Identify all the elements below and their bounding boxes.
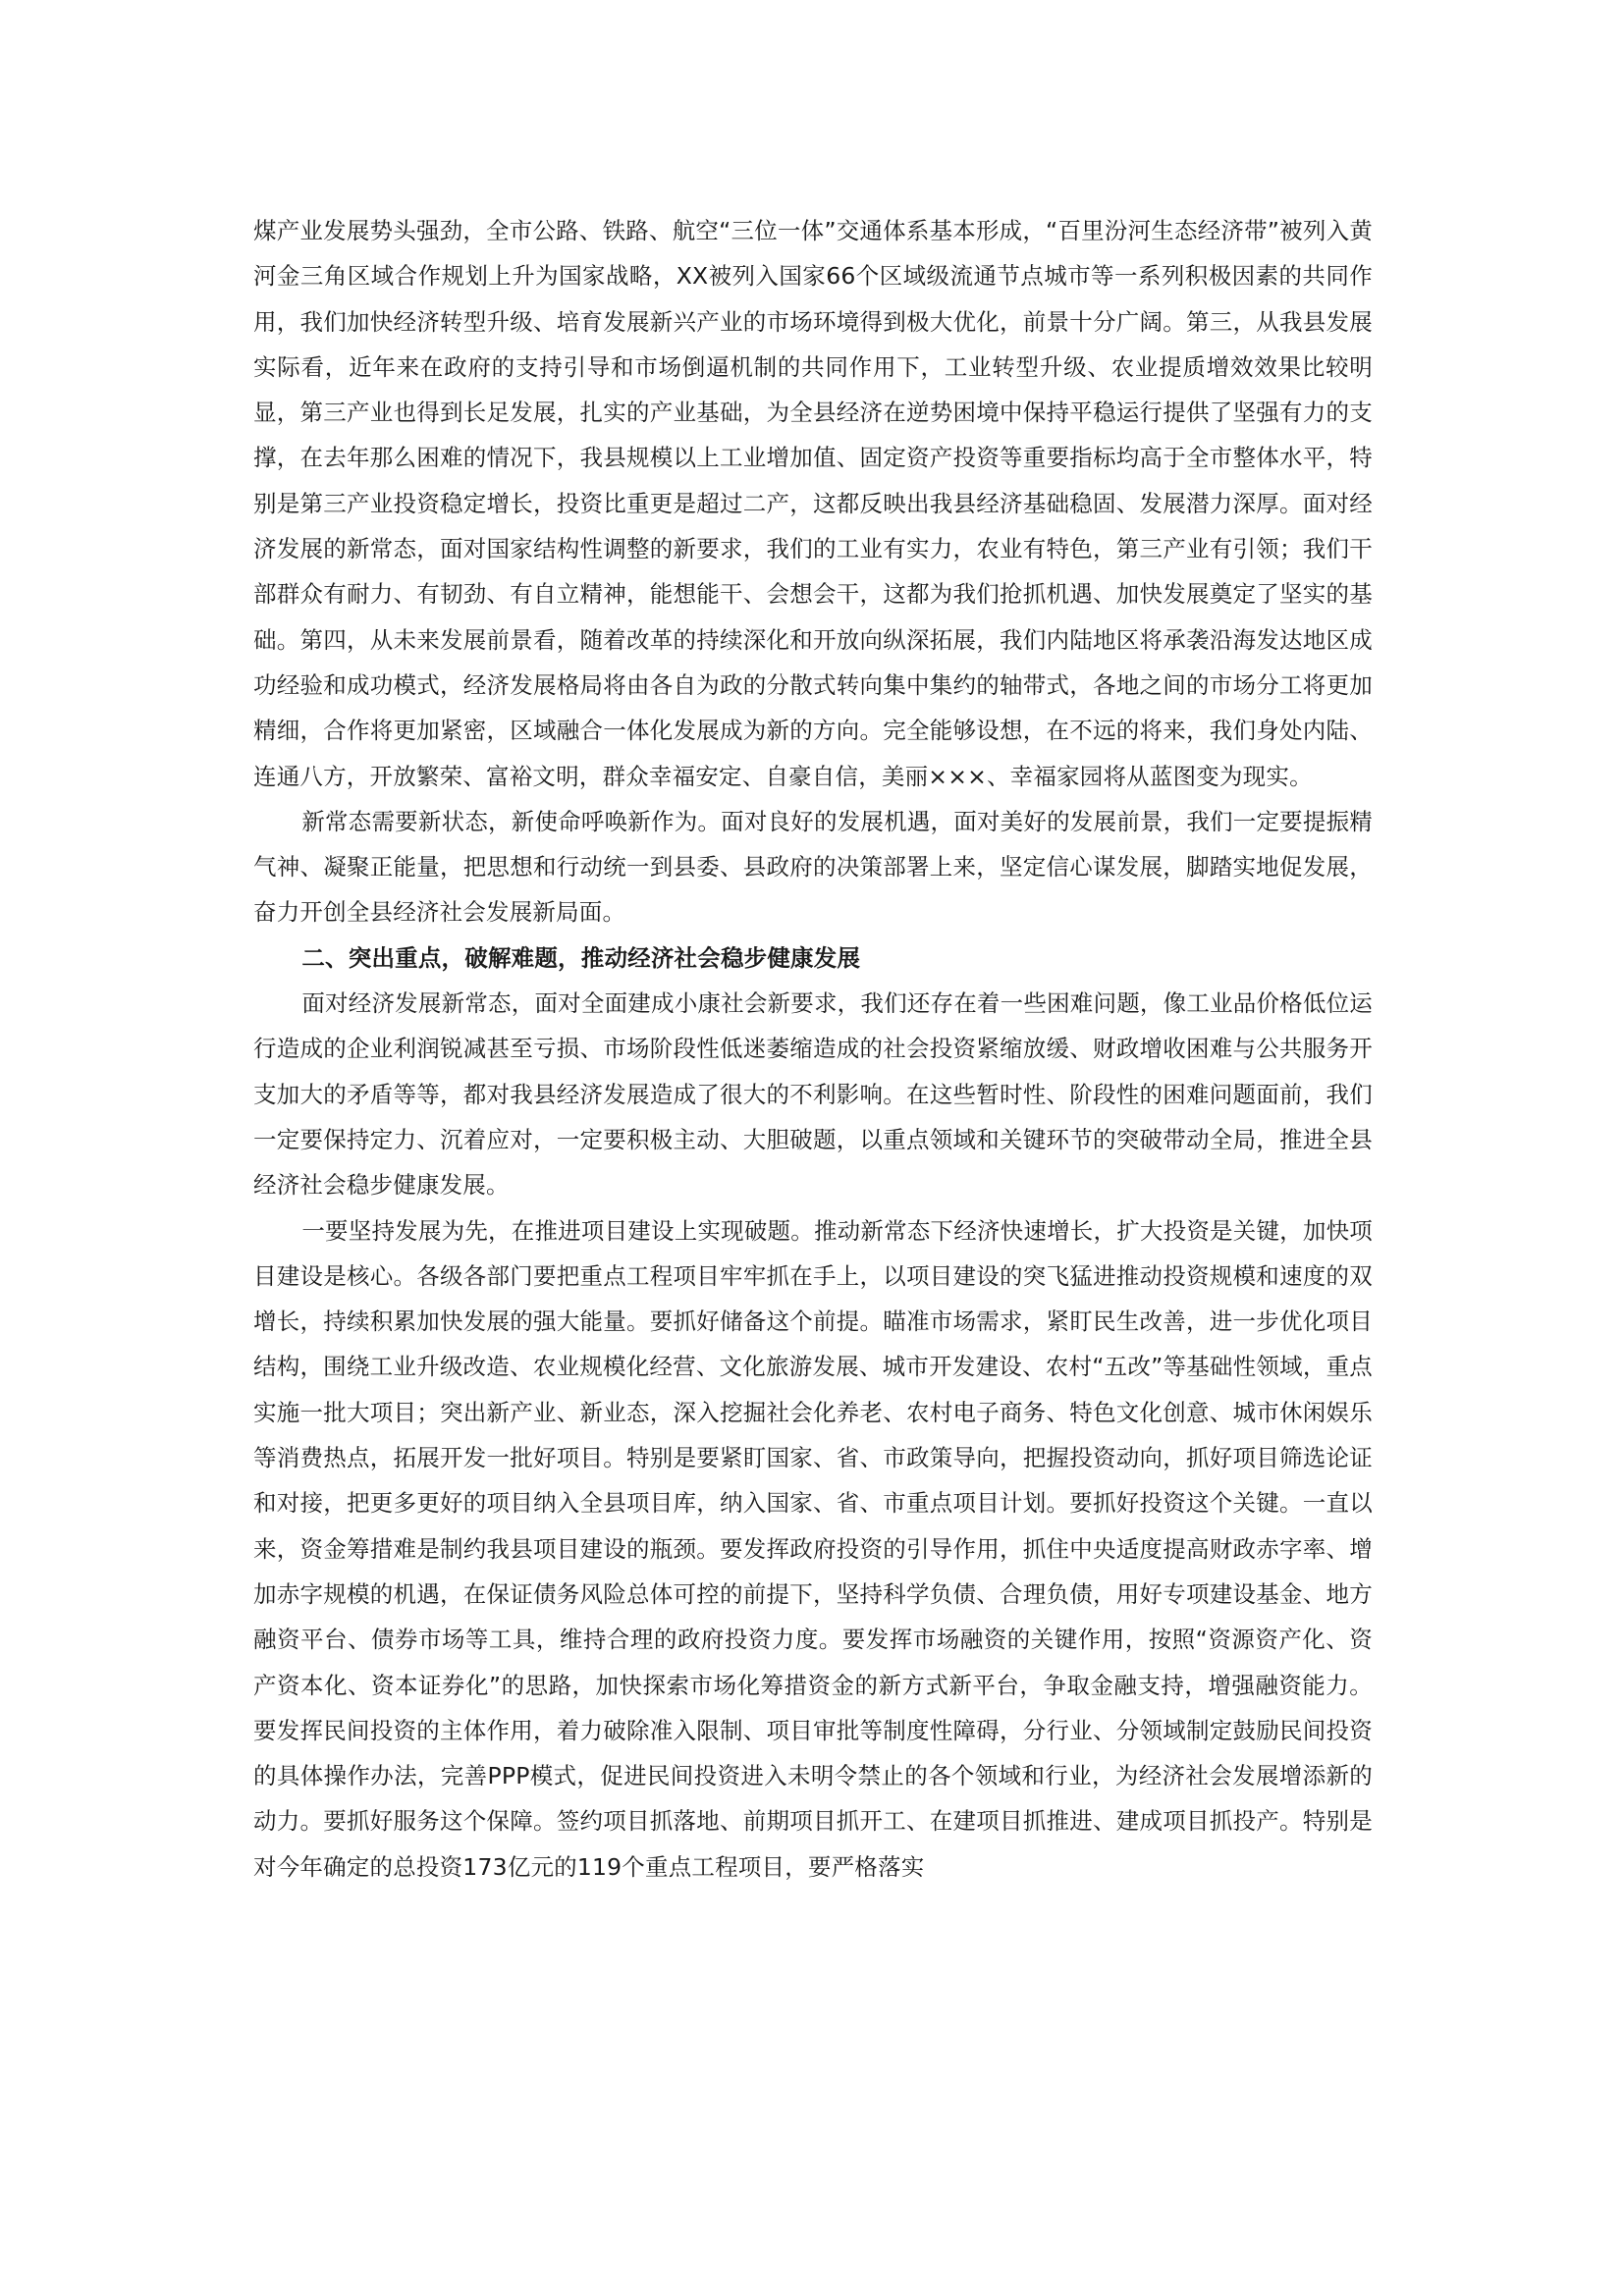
paragraph-difficulties: 面对经济发展新常态，面对全面建成小康社会新要求，我们还存在着一些困难问题，像工业品价格低位运行造成的企业利润锐减甚至亏损、市场阶段性低迷萎缩造成的社会投资紧缩放缓、财政增收困难与公共服务开支加大的矛盾等等，都对我县经济发展造成了很大的不利影响。在这些暂时性、阶段性的困难问题面前，我们一定要保持定力、沉着应对，一定要积极主动、大胆破题，以重点领域和关键环节的突破带动全局，推进全县经济社会稳步健康发展。: [253, 989, 1373, 1200]
paragraph-new-normal: 新常态需要新状态，新使命呼唤新作为。面对良好的发展机遇，面对美好的发展前景，我们一定要提振精气神、凝聚正能量，把思想和行动统一到县委、县政府的决策部署上来，坚定信心谋发展，脚踏实地促发展，奋力开创全县经济社会发展新局面。: [253, 807, 1373, 927]
document-body: [253, 208, 1373, 1890]
paragraph-continuation: 煤产业发展势头强劲，全市公路、铁路、航空“三位一体”交通体系基本形成，“百里汾河生态经济带”被列入黄河金三角区域合作规划上升为国家战略，XX被列入国家66个区域级流通节点城市等一系列积极因素的共同作用，我们加快经济转型升级、培育发展新兴产业的市场环境得到极大优化，前景十分广阔。第三，从我县发展实际看，近年来在政府的支持引导和市场倒逼机制的共同作用下，工业转型升级、农业提质增效效果比较明显，第三产业也得到长足发展，扎实的产业基础，为全县经济在逆势困境中保持平稳运行提供了坚强有力的支撑，在去年那么困难的情况下，我县规模以上工业增加值、固定资产投资等重要指标均高于全市整体水平，特别是第三产业投资稳定增长，投资比重更是超过二产，这都反映出我县经济基础稳固、发展潜力深厚。面对经济发展的新常态，面对国家结构性调整的新要求，我们的工业有实力，农业有特色，第三产业有引领；我们干部群众有耐力、有韧劲、有自立精神，能想能干、会想会干，这都为我们抢抓机遇、加快发展奠定了坚实的基础。第四，从未来发展前景看，随着改革的持续深化和开放向纵深拓展，我们内陆地区将承袭沿海发达地区成功经验和成功模式，经济发展格局将由各自为政的分散式转向集中集约的轴带式，各地之间的市场分工将更加精细，合作将更加紧密，区域融合一体化发展成为新的方向。完全能够设想，在不远的将来，我们身处内陆、连通八方，开放繁荣、富裕文明，群众幸福安定、自豪自信，美丽×××、幸福家园将从蓝图变为现实。: [253, 217, 1373, 790]
paragraph-project-construction: 一要坚持发展为先，在推进项目建设上实现破题。推动新常态下经济快速增长，扩大投资是关键，加快项目建设是核心。各级各部门要把重点工程项目牢牢抓在手上，以项目建设的突飞猛进推动投资规模和速度的双增长，持续积累加快发展的强大能量。要抓好储备这个前提。瞄准市场需求，紧盯民生改善，进一步优化项目结构，围绕工业升级改造、农业规模化经营、文化旅游发展、城市开发建设、农村“五改”等基础性领域，重点实施一批大项目；突出新产业、新业态，深入挖掘社会化养老、农村电子商务、特色文化创意、城市休闲娱乐等消费热点，拓展开发一批好项目。特别是要紧盯国家、省、市政策导向，把握投资动向，抓好项目筛选论证和对接，把更多更好的项目纳入全县项目库，纳入国家、省、市重点项目计划。要抓好投资这个关键。一直以来，资金筹措难是制约我县项目建设的瓶颈。要发挥政府投资的引导作用，抓住中央适度提高财政赤字率、增加赤字规模的机遇，在保证债务风险总体可控的前提下，坚持科学负债、合理负债，用好专项建设基金、地方融资平台、债券市场等工具，维持合理的政府投资力度。要发挥市场融资的关键作用，按照“资源资产化、资产资本化、资本证券化”的思路，加快探索市场化筹措资金的新方式新平台，争取金融支持，增强融资能力。要发挥民间投资的主体作用，着力破除准入限制、项目审批等制度性障碍，分行业、分领域制定鼓励民间投资的具体操作办法，完善PPP模式，促进民间投资进入未明令禁止的各个领域和行业，为经济社会发展增添新的动力。要抓好服务这个保障。签约项目抓落地、前期项目抓开工、在建项目抓推进、建成项目抓投产。特别是对今年确定的总投资173亿元的119个重点工程项目，要严格落实: [253, 1216, 1373, 1881]
section-heading: 二、突出重点，破解难题，推动经济社会稳步健康发展: [301, 943, 861, 972]
